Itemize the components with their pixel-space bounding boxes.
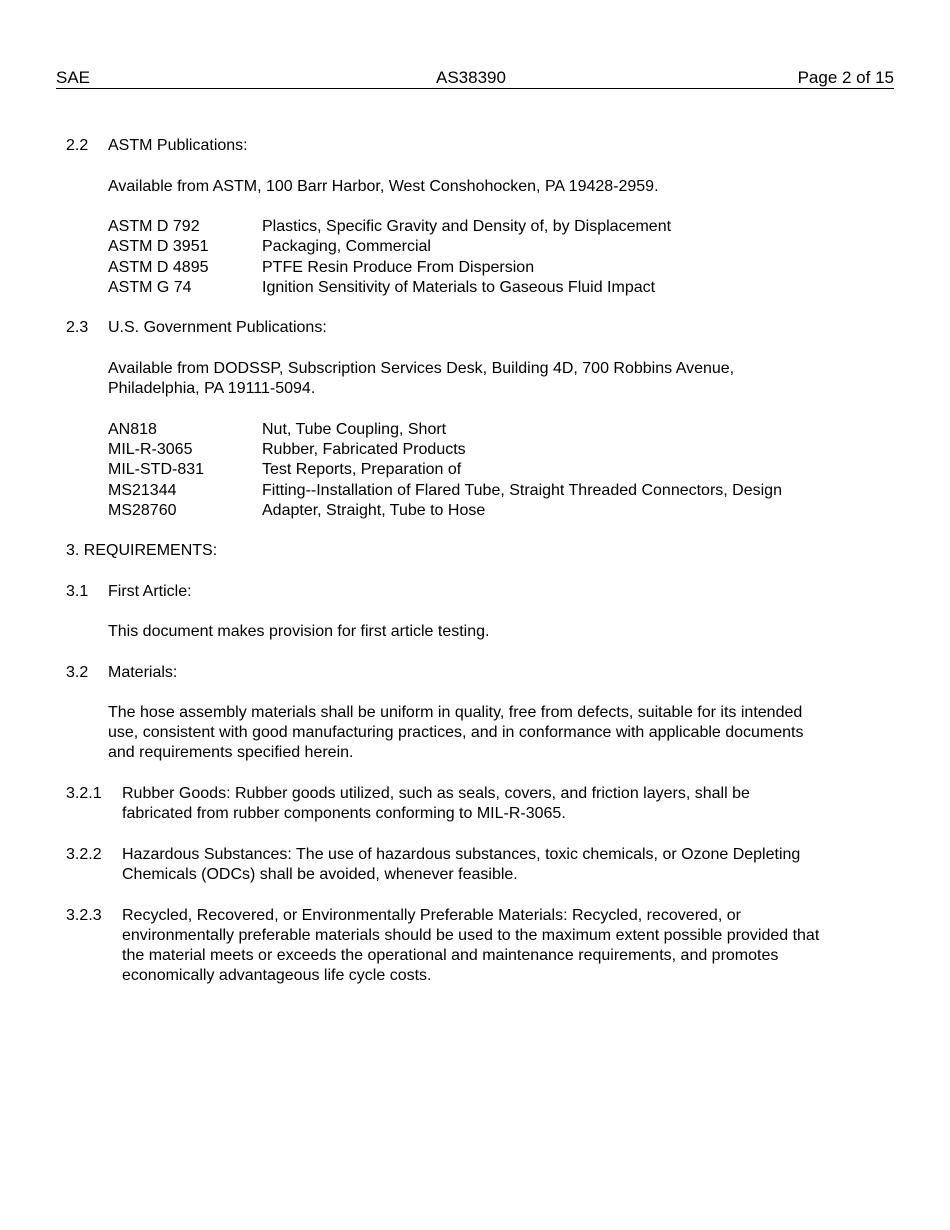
- ref-desc: Packaging, Commercial: [262, 238, 431, 255]
- ref-desc: Adapter, Straight, Tube to Hose: [262, 502, 486, 519]
- ref-code: AN818: [108, 421, 157, 438]
- section-2-2-number: 2.2: [66, 137, 89, 154]
- section-3-heading: 3. REQUIREMENTS:: [66, 542, 218, 559]
- header-org: SAE: [56, 68, 91, 87]
- section-2-3-title: U.S. Government Publications:: [108, 319, 327, 336]
- ref-code: ASTM D 4895: [108, 259, 209, 276]
- section-3-2-title: Materials:: [108, 664, 178, 681]
- header-page-number: Page 2 of 15: [797, 68, 894, 87]
- section-3-2-body-line: and requirements specified herein.: [108, 744, 354, 761]
- ref-desc: PTFE Resin Produce From Dispersion: [262, 259, 535, 276]
- ref-desc: Nut, Tube Coupling, Short: [262, 421, 447, 438]
- ref-desc: Ignition Sensitivity of Materials to Gaseous Fluid Impact: [262, 279, 656, 296]
- ref-desc: Test Reports, Preparation of: [262, 461, 462, 478]
- section-3-2-body-line: The hose assembly materials shall be uniform in quality, free from defects, suitable for its intended: [108, 704, 803, 721]
- section-2-2-title: ASTM Publications:: [108, 137, 248, 154]
- section-3-1-title: First Article:: [108, 583, 192, 600]
- section-3-1-number: 3.1: [66, 583, 89, 600]
- section-3-2-3-line: Recycled, Recovered, or Environmentally Preferable Materials: Recycled, recovered, or: [122, 907, 741, 924]
- ref-code: ASTM G 74: [108, 279, 192, 296]
- section-2-2-availability: Available from ASTM, 100 Barr Harbor, West Conshohocken, PA 19428-2959.: [108, 178, 659, 195]
- section-3-2-3-line: the material meets or exceeds the operational and maintenance requirements, and promotes: [122, 947, 779, 964]
- section-3-2-2-line: Hazardous Substances: The use of hazardous substances, toxic chemicals, or Ozone Depleting: [122, 846, 801, 863]
- ref-code: ASTM D 792: [108, 218, 200, 235]
- section-3-2-3-line: economically advantageous life cycle costs.: [122, 967, 432, 984]
- ref-code: MIL-STD-831: [108, 461, 205, 478]
- section-3-2-number: 3.2: [66, 664, 89, 681]
- ref-desc: Fitting--Installation of Flared Tube, Straight Threaded Connectors, Design: [262, 482, 782, 499]
- ref-code: MS28760: [108, 502, 177, 519]
- ref-code: ASTM D 3951: [108, 238, 209, 255]
- section-3-1-body: This document makes provision for first article testing.: [108, 623, 490, 640]
- section-3-2-body-line: use, consistent with good manufacturing practices, and in conformance with applicable documents: [108, 724, 804, 741]
- section-2-3-number: 2.3: [66, 319, 89, 336]
- ref-desc: Rubber, Fabricated Products: [262, 441, 466, 458]
- ref-code: MIL-R-3065: [108, 441, 193, 458]
- header-doc-number: AS38390: [436, 68, 506, 87]
- section-2-3-availability-line1: Available from DODSSP, Subscription Services Desk, Building 4D, 700 Robbins Avenue,: [108, 360, 735, 377]
- section-3-2-2-number: 3.2.2: [66, 846, 102, 863]
- section-2-3-availability-line2: Philadelphia, PA 19111-5094.: [108, 380, 316, 397]
- ref-desc: Plastics, Specific Gravity and Density of, by Displacement: [262, 218, 672, 235]
- section-3-2-3-line: environmentally preferable materials should be used to the maximum extent possible provided that: [122, 927, 820, 944]
- page-header: [56, 68, 894, 89]
- ref-code: MS21344: [108, 482, 177, 499]
- section-3-2-3-number: 3.2.3: [66, 907, 102, 924]
- section-3-2-1-line: fabricated from rubber components conforming to MIL-R-3065.: [122, 805, 566, 822]
- section-3-2-1-line: Rubber Goods: Rubber goods utilized, such as seals, covers, and friction layers, shall be: [122, 785, 750, 802]
- section-3-2-2-line: Chemicals (ODCs) shall be avoided, whenever feasible.: [122, 866, 518, 883]
- section-3-2-1-number: 3.2.1: [66, 785, 102, 802]
